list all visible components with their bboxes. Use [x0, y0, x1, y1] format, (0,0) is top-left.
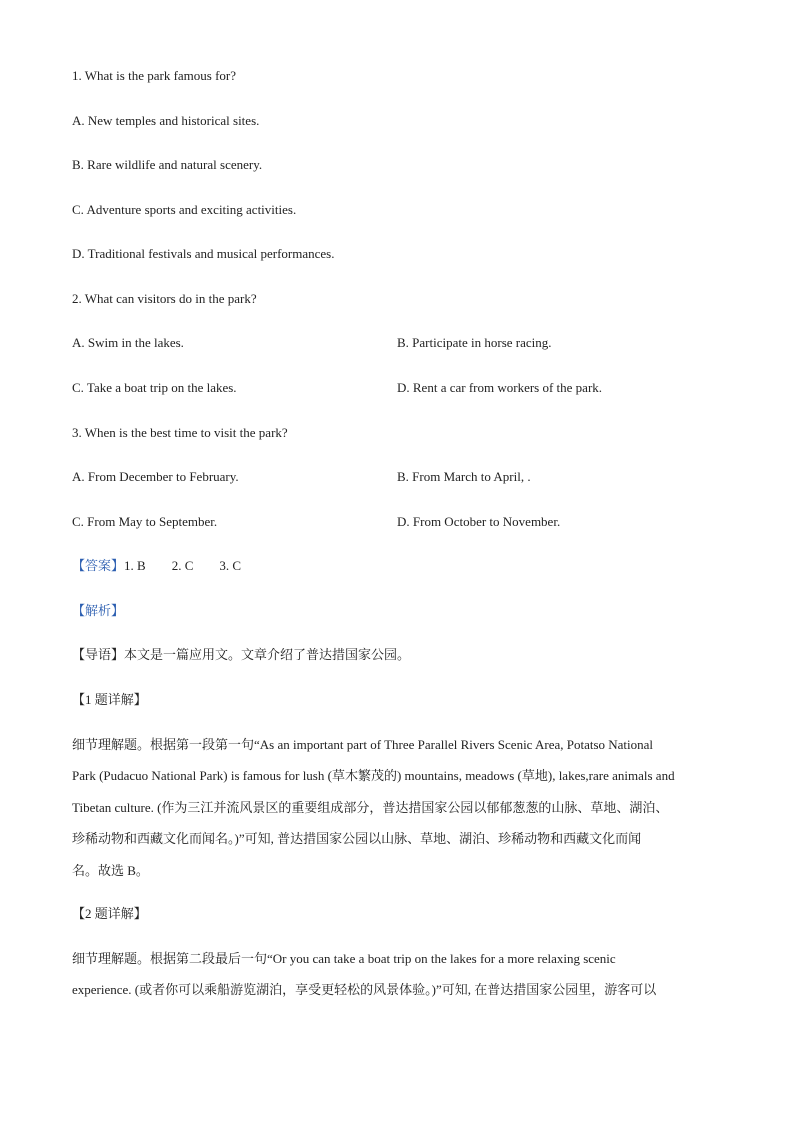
detail-1-line: 珍稀动物和西藏文化而闻名。)”可知, 普达措国家公园以山脉、草地、湖泊、珍稀动物和西藏文化而闻: [72, 831, 642, 847]
detail-2-body: [72, 943, 724, 1006]
question-2-stem: 2. What can visitors do in the park?: [72, 291, 257, 306]
question-1-stem: 1. What is the park famous for?: [72, 68, 237, 83]
detail-1-line: Park (Pudacuo National Park) is famous for lush (草木繁茂的) mountains, meadows (草地), lakes,rare animals and: [72, 768, 675, 784]
detail-1-line: 名。故选 B。: [72, 862, 149, 878]
question-2-option-a: A. Swim in the lakes.: [72, 335, 184, 350]
answer-line: [72, 557, 241, 575]
question-3-option-a: A. From December to February.: [72, 469, 239, 484]
question-1-option-c: C. Adventure sports and exciting activities.: [72, 202, 297, 217]
question-2-option-b: B. Participate in horse racing.: [397, 335, 552, 350]
detail-1-line: 细节理解题。根据第一段第一句“As an important part of Three Parallel Rivers Scenic Area, Potatso National: [72, 737, 654, 752]
detail-1-title: 【1 题详解】: [72, 692, 147, 707]
analysis-label: 【解析】: [72, 603, 125, 618]
answer-item: 2. C: [171, 558, 194, 573]
intro-text: 本文是一篇应用文。文章介绍了普达措国家公园。: [124, 647, 411, 662]
question-3-option-b: B. From March to April, .: [397, 469, 531, 484]
answer-item: 3. C: [219, 558, 242, 573]
detail-2-line: experience. (或者你可以乘船游览湖泊，享受更轻松的风景体验。)”可知, 在普达措国家公园里，游客可以: [72, 982, 657, 998]
intro-line: [72, 646, 410, 664]
detail-1-body: [72, 729, 724, 886]
question-3-option-d: D. From October to November.: [397, 514, 561, 529]
detail-2-title: 【2 题详解】: [72, 906, 147, 921]
question-1-option-a: A. New temples and historical sites.: [72, 113, 260, 128]
question-2-option-c: C. Take a boat trip on the lakes.: [72, 380, 237, 395]
question-3-stem: 3. When is the best time to visit the park?: [72, 425, 288, 440]
detail-1-line: Tibetan culture. (作为三江并流风景区的重要组成部分，普达措国家公园以郁郁葱葱的山脉、草地、湖泊、: [72, 799, 669, 815]
question-3-option-c: C. From May to September.: [72, 514, 218, 529]
detail-2-line: 细节理解题。根据第二段最后一句“Or you can take a boat trip on the lakes for a more relaxing scenic: [72, 951, 616, 966]
answer-label: 【答案】: [72, 558, 125, 573]
question-2-option-d: D. Rent a car from workers of the park.: [397, 380, 603, 395]
answer-item: 1. B: [124, 558, 146, 573]
intro-label: 【导语】: [72, 647, 125, 662]
question-1-option-b: B. Rare wildlife and natural scenery.: [72, 157, 263, 172]
question-1-option-d: D. Traditional festivals and musical performances.: [72, 246, 335, 261]
